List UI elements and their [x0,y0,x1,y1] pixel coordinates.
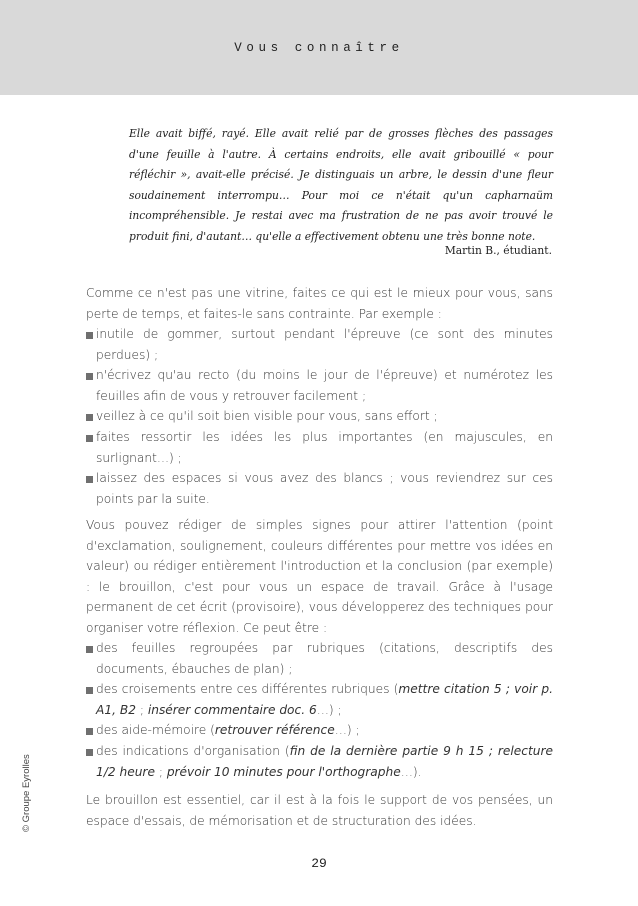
square-bullet-icon [86,332,93,339]
square-bullet-icon [86,435,93,442]
list-item: inutile de gommer, surtout pendant l'épreuve (ce sont des minutes perdues) ; [86,324,553,365]
list-item: veillez à ce qu'il soit bien visible pour vous, sans effort ; [86,406,553,427]
square-bullet-icon [86,373,93,380]
quote-author: Martin B., étudiant. [444,244,552,257]
testimony-quote: Elle avait biffé, rayé. Elle avait relié par de grosses flèches des passages d'une feuille à l'autre. À certains endroits, elle avait gribouillé « pour réfléchir », avait-elle précisé. Je distinguais un arbre, le dessin d'une fleur soudainement interrompu… Pour moi ce n'était qu'un capharnaüm incompréhensible. Je restai avec ma frustration de ne pas avoir trouvé le produit fini, d'autant… qu'elle a effectivement obtenu une très bonne note. [129,127,553,243]
square-bullet-icon [86,728,93,735]
list-item: laissez des espaces si vous avez des blancs ; vous reviendrez sur ces points par la suite. [86,468,553,509]
square-bullet-icon [86,476,93,483]
list-item: des aide-mémoire (retrouver référence…) ; [86,720,553,741]
paragraph-conclusion: Le brouillon est essentiel, car il est à la fois le support de vos pensées, un espace d'essais, de mémorisation et de structuration des idées. [86,793,553,828]
list-item: des feuilles regroupées par rubriques (citations, descriptifs des documents, ébauches de plan) ; [86,638,553,679]
chapter-title: Vous connaître [234,41,404,55]
square-bullet-icon [86,646,93,653]
chapter-header [0,0,638,95]
page-number: 29 [311,856,327,871]
paragraph-intro: Comme ce n'est pas une vitrine, faites ce qui est le mieux pour vous, sans perte de temps, et faites-le sans contrainte. Par exemple : [86,286,553,321]
list-item: des croisements entre ces différentes rubriques (mettre citation 5 ; voir p. A1, B2 ; insérer commentaire doc. 6…) ; [86,679,553,720]
square-bullet-icon [86,414,93,421]
list-item: des indications d'organisation (fin de la dernière partie 9 h 15 ; relecture 1/2 heure ; prévoir 10 minutes pour l'orthographe…). [86,741,553,782]
list-item: n'écrivez qu'au recto (du moins le jour de l'épreuve) et numérotez les feuilles afin de vous y retrouver facilement ; [86,365,553,406]
list-item: faites ressortir les idées les plus importantes (en majuscules, en surlignant…) ; [86,427,553,468]
square-bullet-icon [86,687,93,694]
paragraph-signs: Vous pouvez rédiger de simples signes pour attirer l'attention (point d'exclamation, soulignement, couleurs différentes pour mettre vos idées en valeur) ou rédiger entièrement l'introduction et la conclusion (par exemple) : le brouillon, c'est pour vous un espace de travail. Grâce à l'usage permanent de cet écrit (provisoire), vous développerez des techniques pour organiser votre réflexion. Ce peut être : [86,518,553,635]
bullet-list-techniques [86,638,553,782]
square-bullet-icon [86,749,93,756]
bullet-list-tips [86,324,553,509]
copyright-notice: © Groupe Eyrolles [21,754,32,832]
